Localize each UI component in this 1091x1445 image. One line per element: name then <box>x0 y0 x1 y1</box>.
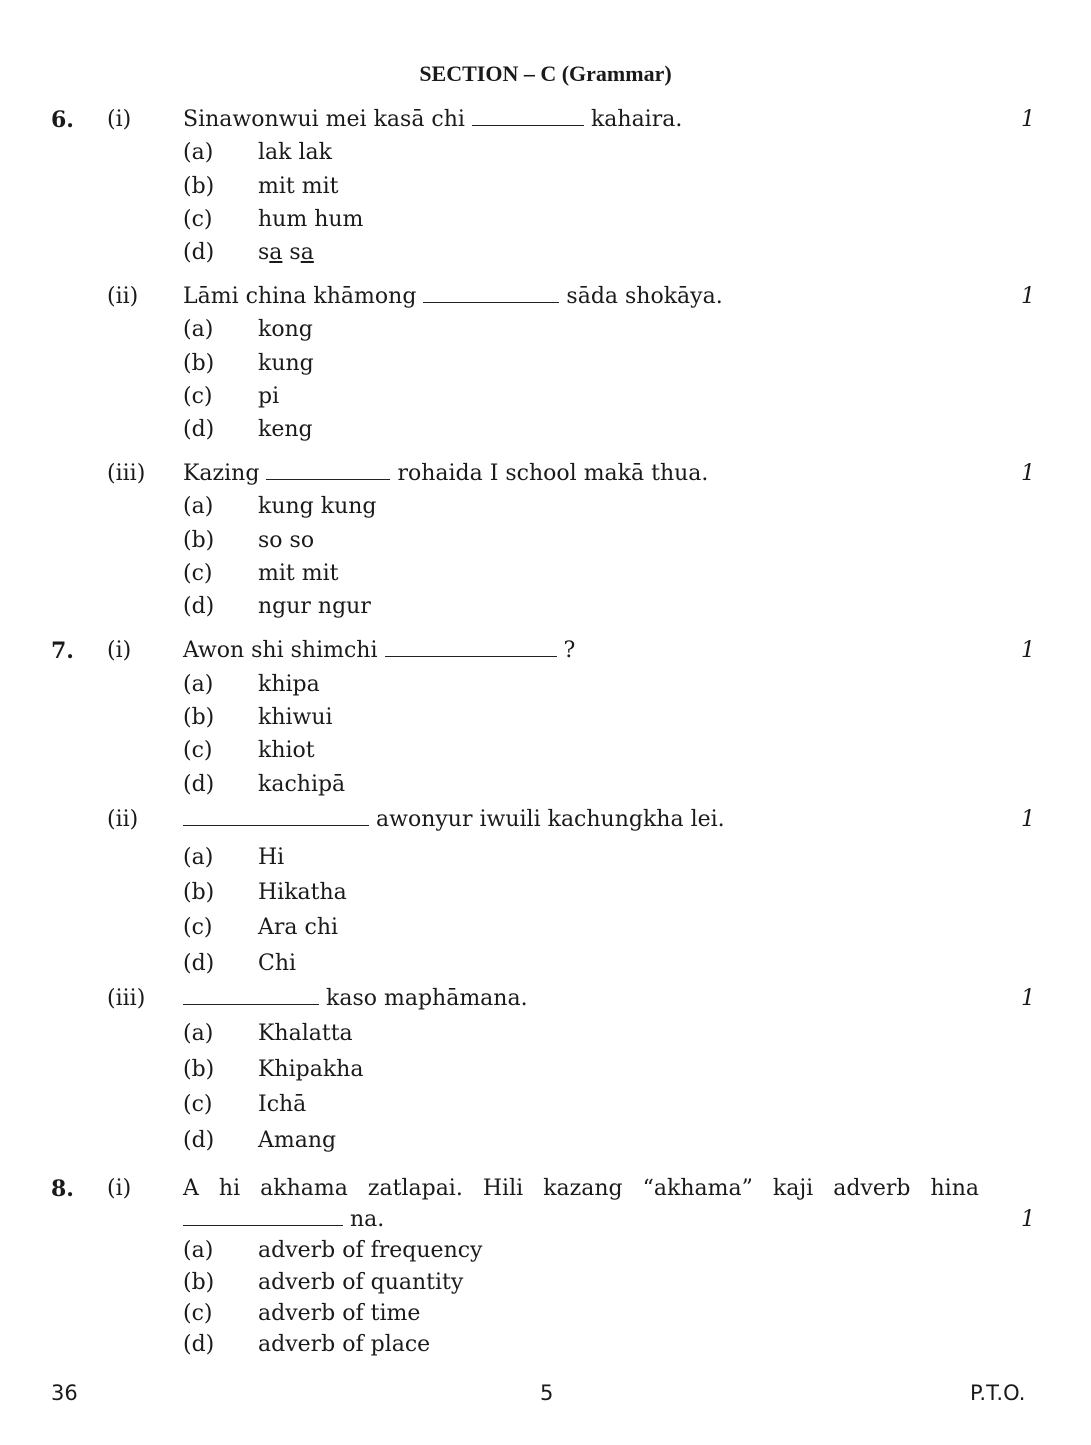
option-letter: (c) <box>183 561 213 586</box>
stem-text-after-blank: kahaira. <box>590 107 683 132</box>
q8-i-stem-line2 <box>183 1207 384 1232</box>
option-text: mit mit <box>258 174 339 199</box>
q7-ii-stem <box>183 807 725 832</box>
option-letter: (b) <box>183 528 215 553</box>
answer-blank <box>472 107 584 126</box>
q7-ii-marks: 1 <box>1021 807 1035 832</box>
stem-text-before-blank: Sinawonwui mei kasā chi <box>183 107 465 132</box>
answer-blank <box>266 461 390 480</box>
option-text: kong <box>258 317 313 342</box>
option-text: Amang <box>258 1128 337 1153</box>
option-text: adverb of place <box>258 1332 431 1357</box>
option-letter: (c) <box>183 1092 213 1117</box>
page-number: 5 <box>540 1381 554 1405</box>
option-letter: (a) <box>183 1238 214 1263</box>
q7-i-stem <box>183 638 575 663</box>
q6-ii-stem <box>183 284 723 309</box>
option-text: kung <box>258 351 314 376</box>
option-text: khiot <box>258 738 315 763</box>
section-title: SECTION – C (Grammar) <box>419 61 672 86</box>
option-text: lak lak <box>258 140 332 165</box>
option-letter: (a) <box>183 672 214 697</box>
option-text: Chi <box>258 951 297 976</box>
option-letter: (d) <box>183 240 215 265</box>
option-letter: (b) <box>183 880 215 905</box>
answer-blank <box>183 1207 343 1226</box>
option-text: Ichā <box>258 1092 307 1117</box>
option-text: hum hum <box>258 207 364 232</box>
option-letter: (a) <box>183 1021 214 1046</box>
option-text-part: s <box>282 240 301 265</box>
option-letter: (d) <box>183 594 215 619</box>
q7-iii-stem <box>183 986 528 1011</box>
option-letter: (c) <box>183 384 213 409</box>
stem-text-after-blank: awonyur iwuili kachungkha lei. <box>376 807 725 832</box>
option-text: Hi <box>258 845 285 870</box>
option-letter: (a) <box>183 494 214 519</box>
q7-i-marks: 1 <box>1021 638 1035 663</box>
underlined-letter: a <box>269 240 283 265</box>
option-text: Ara chi <box>258 915 339 940</box>
q6-iii-stem <box>183 461 708 486</box>
option-text: so so <box>258 528 315 553</box>
option-text: kung kung <box>258 494 377 519</box>
q8-i-marks: 1 <box>1021 1207 1035 1232</box>
option-letter: (c) <box>183 738 213 763</box>
stem-text-before-blank: Lāmi china khāmong <box>183 284 417 309</box>
answer-blank <box>385 638 557 657</box>
option-text: khipa <box>258 672 320 697</box>
question-number-7: 7. <box>51 638 74 664</box>
q6-i-marks: 1 <box>1021 107 1035 132</box>
option-letter: (d) <box>183 951 215 976</box>
q8-i-stem-line1: A hi akhama zatlapai. Hili kazang “akhama” kaji adverb hina <box>183 1176 979 1201</box>
please-turn-over: P.T.O. <box>970 1381 1026 1405</box>
option-letter: (a) <box>183 317 214 342</box>
stem-text-after-blank: kaso maphāmana. <box>326 986 528 1011</box>
option-text: khiwui <box>258 705 333 730</box>
option-letter: (d) <box>183 772 215 797</box>
q6-iii-marks: 1 <box>1021 461 1035 486</box>
option-text: adverb of frequency <box>258 1238 483 1263</box>
option-text: keng <box>258 417 313 442</box>
stem-text-before-blank: Kazing <box>183 461 260 486</box>
stem-text-after-blank: sāda shokāya. <box>566 284 723 309</box>
stem-text-before-blank: Awon shi shimchi <box>183 638 378 663</box>
stem-text-after-blank: ? <box>563 638 576 663</box>
option-text: adverb of time <box>258 1301 421 1326</box>
option-letter: (d) <box>183 417 215 442</box>
option-letter: (b) <box>183 1057 215 1082</box>
q8-part-i-label: (i) <box>107 1176 132 1201</box>
q6-part-ii-label: (ii) <box>107 284 139 309</box>
option-letter: (b) <box>183 705 215 730</box>
option-text: Hikatha <box>258 880 347 905</box>
q7-part-i-label: (i) <box>107 638 132 663</box>
option-letter: (a) <box>183 845 214 870</box>
option-letter: (a) <box>183 140 214 165</box>
q7-iii-marks: 1 <box>1021 986 1035 1011</box>
q6-part-i-label: (i) <box>107 107 132 132</box>
option-text-part: s <box>258 240 270 265</box>
option-letter: (b) <box>183 174 215 199</box>
underlined-letter: a <box>300 240 314 265</box>
option-letter: (c) <box>183 207 213 232</box>
q6-i-stem <box>183 107 682 132</box>
answer-blank <box>183 986 319 1005</box>
option-text <box>258 240 314 265</box>
question-number-8: 8. <box>51 1176 74 1202</box>
answer-blank <box>423 284 559 303</box>
option-letter: (d) <box>183 1332 215 1357</box>
option-text: kachipā <box>258 772 346 797</box>
option-letter: (b) <box>183 1270 215 1295</box>
option-letter: (b) <box>183 351 215 376</box>
q6-ii-marks: 1 <box>1021 284 1035 309</box>
option-text: Khalatta <box>258 1021 353 1046</box>
option-text: ngur ngur <box>258 594 371 619</box>
option-letter: (d) <box>183 1128 215 1153</box>
option-text: adverb of quantity <box>258 1270 464 1295</box>
stem-text-after-blank: rohaida I school makā thua. <box>397 461 709 486</box>
answer-blank <box>183 807 369 826</box>
option-text: pi <box>258 384 280 409</box>
q7-part-ii-label: (ii) <box>107 807 139 832</box>
option-letter: (c) <box>183 1301 213 1326</box>
option-text: Khipakha <box>258 1057 364 1082</box>
stem-text-after-blank: na. <box>350 1207 385 1232</box>
option-letter: (c) <box>183 915 213 940</box>
q7-part-iii-label: (iii) <box>107 986 146 1011</box>
q6-part-iii-label: (iii) <box>107 461 146 486</box>
paper-code: 36 <box>51 1381 78 1405</box>
question-number-6: 6. <box>51 107 74 133</box>
option-text: mit mit <box>258 561 339 586</box>
